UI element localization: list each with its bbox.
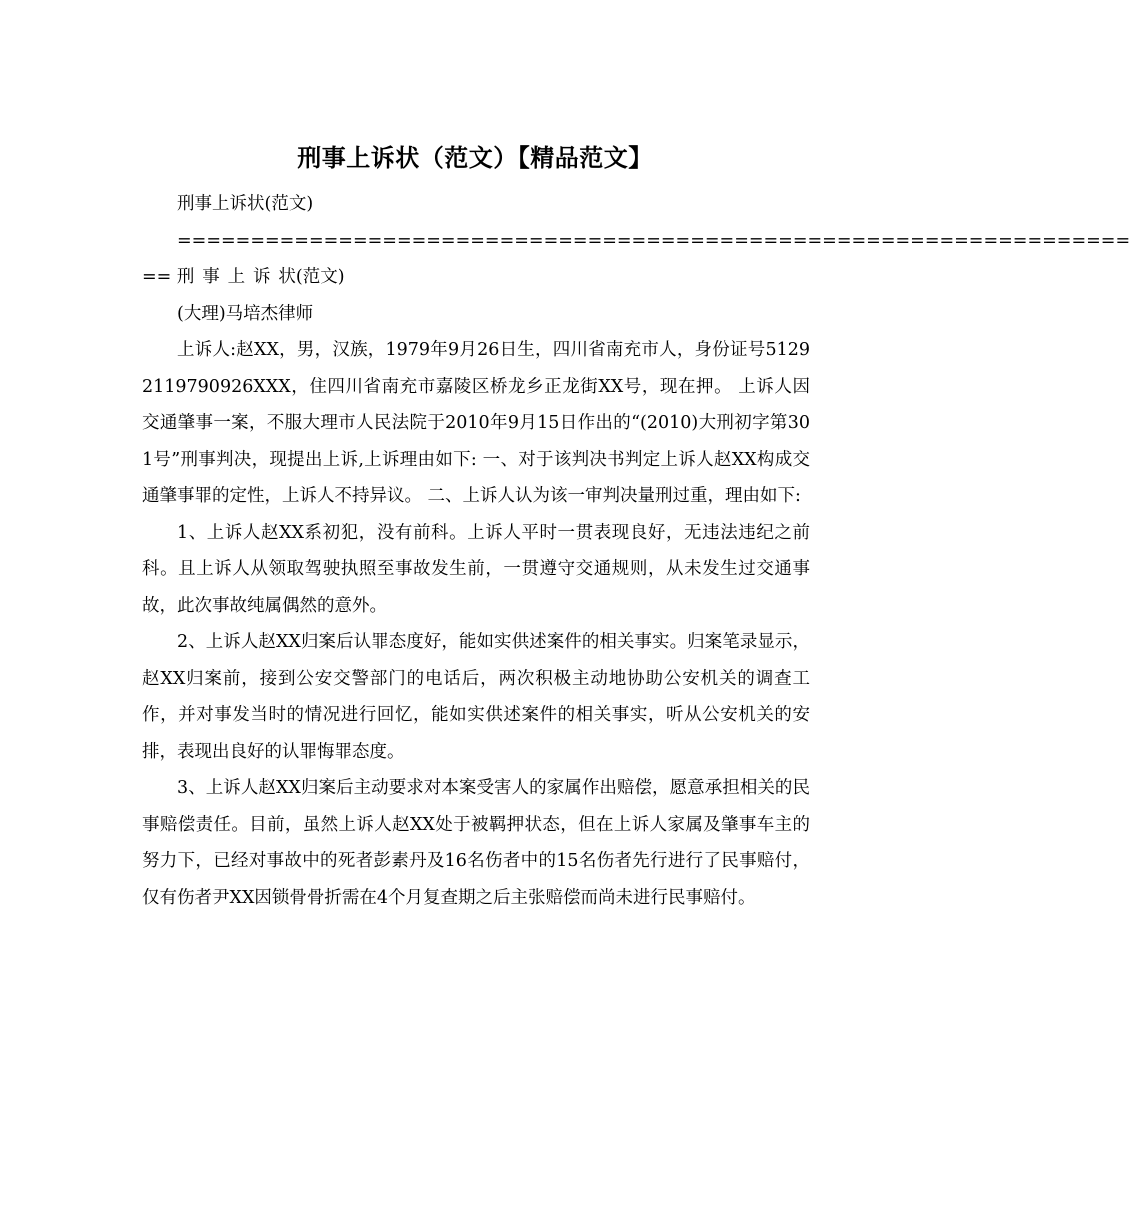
separator-rule: ================================================================= xyxy=(177,230,1130,251)
paragraph-reason-3: 3、上诉人赵XX归案后主动要求对本案受害人的家属作出赔偿，愿意承担相关的民事赔偿责任。目前，虽然上诉人赵XX处于被羁押状态，但在上诉人家属及肇事车主的努力下，已经对事故中的死者彭素丹及16名伤者中的15名伤者先行进行了民事赔付，仅有伤者尹XX因锁骨骨折需在4个月复查期之后主张赔偿而尚未进行民事赔付。 xyxy=(142,778,810,908)
section-heading xyxy=(142,259,810,296)
heading-prefix: == xyxy=(142,267,177,287)
paragraph-reason-1: 1、上诉人赵XX系初犯，没有前科。上诉人平时一贯表现良好，无违法违纪之前科。且上诉人从领取驾驶执照至事故发生前，一贯遵守交通规则，从未发生过交通事故，此次事故纯属偶然的意外。 xyxy=(142,522,810,616)
paragraph-reason-2: 2、上诉人赵XX归案后认罪态度好，能如实供述案件的相关事实。归案笔录显示，赵XX归案前，接到公安交警部门的电话后，两次积极主动地协助公安机关的调查工作，并对事发当时的情况进行回忆，能如实供述案件的相关事实，听从公安机关的安排，表现出良好的认罪悔罪态度。 xyxy=(142,632,810,762)
subtitle-line: 刑事上诉状(范文) xyxy=(177,194,314,214)
heading-suffix: 状(范文) xyxy=(278,267,345,287)
document-body xyxy=(142,186,1130,916)
document-title: 刑事上诉状（范文）【精品范文】 xyxy=(297,143,653,172)
paragraph-appellant-info: 上诉人:赵XX，男，汉族，1979年9月26日生，四川省南充市人，身份证号51292119790926XXX，住四川省南充市嘉陵区桥龙乡正龙街XX号，现在押。 上诉人因交通肇事一案，不服大理市人民法院于2010年9月15日作出的“(2010)大刑初字第301号”刑事判决，现提出上诉,上诉理由如下: 一、对于该判决书判定上诉人赵XX构成交通肇事罪的定性，上诉人不持异议。 二、上诉人认为该一审判决量刑过重，理由如下: xyxy=(142,340,810,506)
author-line: (大理)马培杰律师 xyxy=(177,303,314,324)
heading-spaced-text: 刑事上诉 xyxy=(176,267,279,287)
